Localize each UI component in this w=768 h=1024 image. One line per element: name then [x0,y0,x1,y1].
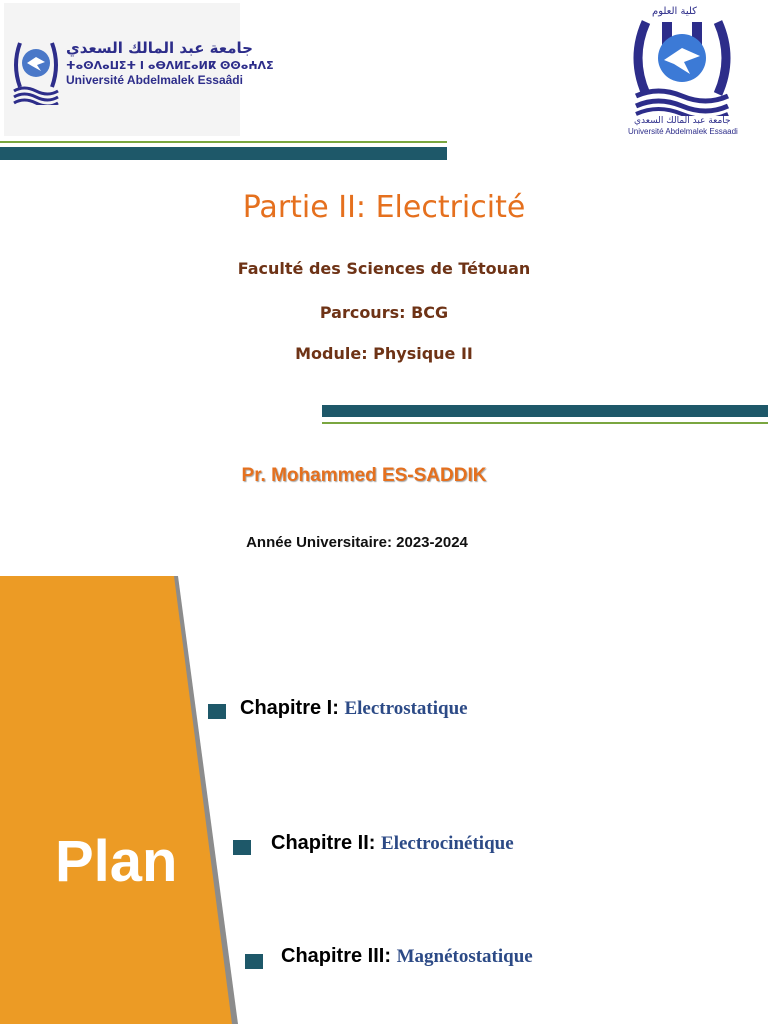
chapter-1-title: Electrostatique [344,698,468,719]
logo-amazigh-name: ⵜⴰⵙⴷⴰⵡⵉⵜ ⵏ ⴰⴱⴷⵍⵎⴰⵍⴽ ⵙⵙⴰⵄⴷⵉ [66,59,274,72]
module-text: Module: Physique II [295,344,473,363]
university-emblem-icon [10,35,62,105]
logo-arabic-name: جامعة عبد المالك السعدي [66,39,253,57]
chapter-3 [281,945,533,968]
middle-divider-line [322,422,768,424]
parcours-text: Parcours: BCG [319,303,449,322]
page-title: Partie II: Electricité [242,190,526,225]
faculty-arabic-name: كلية العلوم [652,6,697,17]
chapter-1-label: Chapitre I: [240,697,339,719]
faculty-emblem-icon [628,18,736,116]
middle-divider-bar [322,405,768,417]
faculty-french-university: Université Abdelmalek Essaadi [628,127,738,136]
top-divider-line [0,141,447,143]
faculty-arabic-university: جامعة عبد المالك السعدي [634,116,731,126]
chapter-2-bullet-icon [233,840,251,855]
chapter-2-label: Chapitre II: [271,832,376,854]
top-divider-bar [0,147,447,160]
faculty-logo-right [624,4,740,138]
chapter-1 [240,697,468,720]
faculty-name: Faculté des Sciences de Tétouan [237,259,531,278]
university-logo-left [4,3,274,136]
chapter-2 [271,832,514,855]
plan-panel [0,576,240,1024]
plan-label: Plan [55,829,178,894]
academic-year: Année Universitaire: 2023-2024 [246,534,468,551]
chapter-3-bullet-icon [245,954,263,969]
chapter-3-label: Chapitre III: [281,945,392,967]
logo-french-name: Université Abdelmalek Essaâdi [66,73,243,87]
chapter-1-bullet-icon [208,704,226,719]
author-name: Pr. Mohammed ES-SADDIK [241,465,487,486]
chapter-3-title: Magnétostatique [396,946,533,967]
chapter-2-title: Electrocinétique [381,833,514,854]
